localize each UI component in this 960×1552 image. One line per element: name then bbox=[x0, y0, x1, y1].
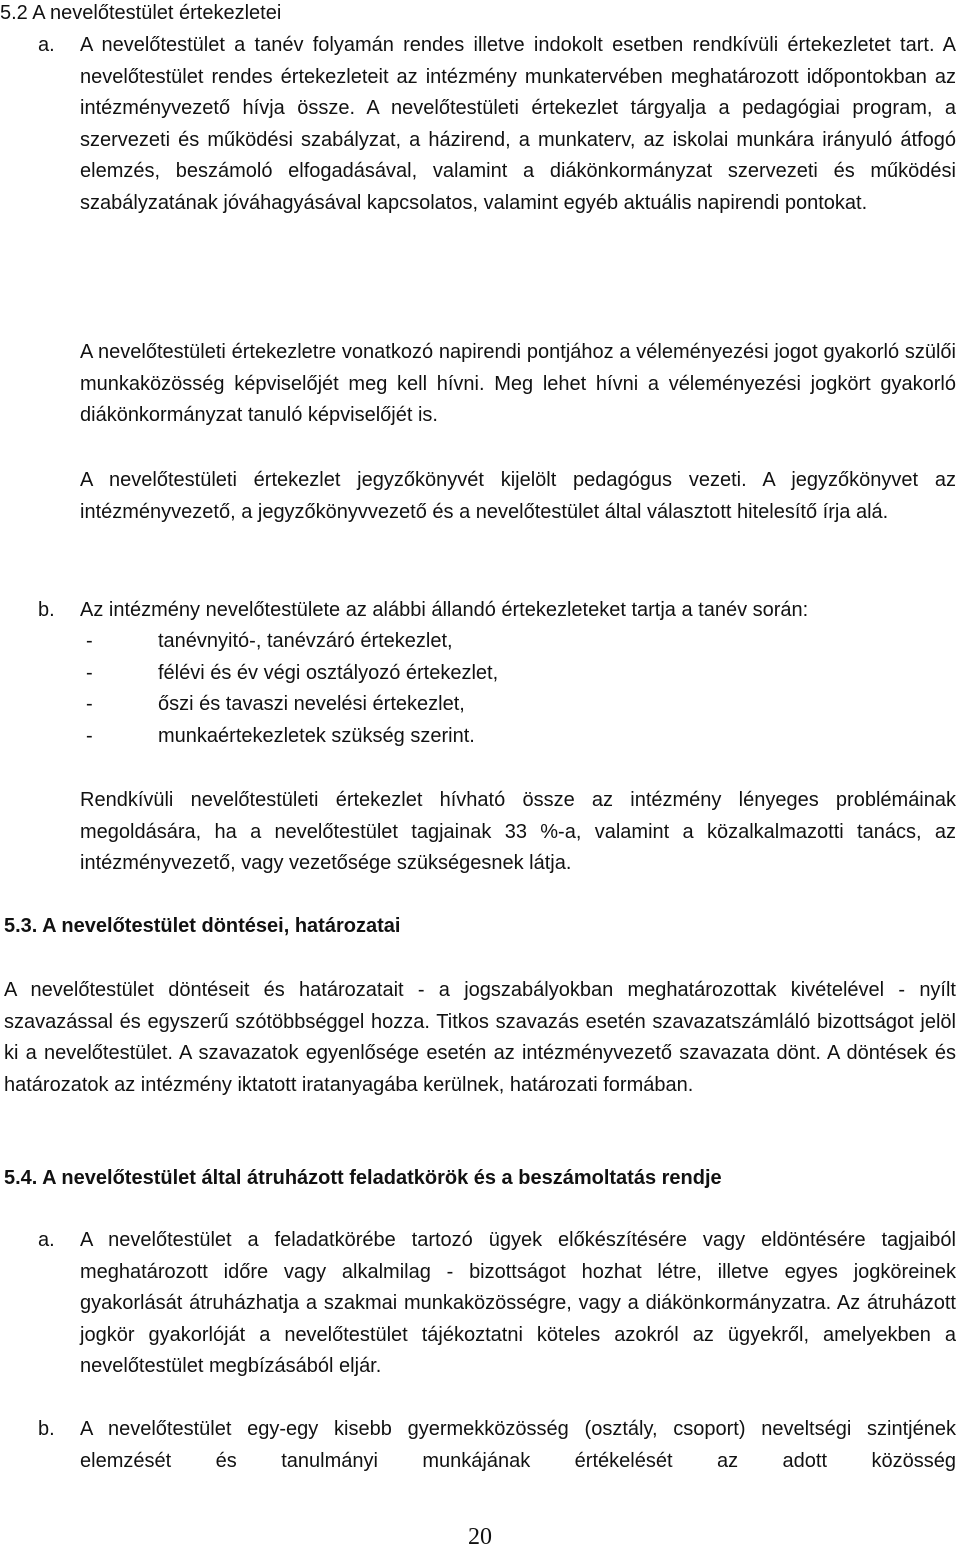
paragraph-community-evaluation: A nevelőtestület egy-egy kisebb gyermekközösség (osztály, csoport) neveltségi szintjének elemzését és tanulmányi munkájának értékelését az adott közösség bbox=[80, 1418, 956, 1472]
dash-bullet: - bbox=[86, 630, 93, 652]
list-marker-a: a. bbox=[38, 1229, 55, 1251]
section-heading-5-3: 5.3. A nevelőtestület döntései, határozatai bbox=[4, 915, 401, 937]
list-marker-a: a. bbox=[38, 34, 55, 56]
paragraph-invitation: A nevelőtestületi értekezletre vonatkozó napirendi pontjához a véleményezési jogot gyakorló szülői munkaközösség képviselőjét meg kell hívni. Meg lehet hívni a véleményezési jogkört gyakorló diákönkormányzat tanuló képviselőjét is. bbox=[80, 341, 956, 426]
list-item-text: őszi és tavaszi nevelési értekezlet, bbox=[158, 693, 465, 715]
paragraph-minutes: A nevelőtestületi értekezlet jegyzőkönyvét kijelölt pedagógus vezeti. A jegyzőkönyvet az intézményvezető, a jegyzőkönyvvezető és a nevelőtestület által választott hitelesítő írja alá. bbox=[80, 469, 956, 523]
list-item bbox=[80, 658, 498, 690]
list-item bbox=[80, 689, 498, 721]
paragraph-decisions: A nevelőtestület döntéseit és határozatait - a jogszabályokban meghatározottak kivételével - nyílt szavazással és egyszerű szótöbbséggel hozza. Titkos szavazás esetén szavazatszámláló bizottságot jelöl ki a nevelőtestület. A szavazatok egyenlősége esetén az intézményvezető szavazata dönt. A döntések és határozatok az intézmény iktatott iratanyagába kerülnek, határozati formában. bbox=[4, 979, 956, 1096]
list-item-text: tanévnyitó-, tanévzáró értekezlet, bbox=[158, 630, 453, 652]
list-item-text: félévi és év végi osztályozó értekezlet, bbox=[158, 661, 499, 684]
list-marker-b: b. bbox=[38, 599, 55, 621]
paragraph-delegated-powers: A nevelőtestület a feladatkörébe tartozó ügyek előkészítésére vagy eldöntésére tagjaiból meghatározott időre vagy alkalmilag - bizottságot hozhat létre, illetve egyes jogköreinek gyakorlását átruházhatja a szakmai munkaközösségre, vagy a diákönkormányzatra. Az átruházott jogkör gyakorlóját a nevelőtestület tájékoztatni köteles azokról az ügyekről, amelyekben a nevelőtestület megbízásából eljár. bbox=[80, 1229, 956, 1377]
dash-bullet: - bbox=[86, 661, 93, 684]
list-item bbox=[80, 626, 498, 658]
page-number: 20 bbox=[468, 1524, 492, 1550]
list-item-text: munkaértekezletek szükség szerint. bbox=[158, 724, 475, 747]
standing-meetings-list bbox=[80, 626, 498, 752]
dash-bullet: - bbox=[86, 693, 93, 715]
section-heading-5-2: 5.2 A nevelőtestület értekezletei bbox=[0, 2, 282, 24]
list-marker-b: b. bbox=[38, 1418, 55, 1440]
dash-bullet: - bbox=[86, 724, 93, 747]
paragraph-extraordinary-meeting: Rendkívüli nevelőtestületi értekezlet hívható össze az intézmény lényeges problémáinak megoldására, ha a nevelőtestület tagjainak 33 %-a, valamint a közalkalmazotti tanács, az intézményvezető, vagy vezetősége szükségesnek látja. bbox=[80, 789, 956, 874]
paragraph-regular-meetings: A nevelőtestület a tanév folyamán rendes illetve indokolt esetben rendkívüli értekezletet tart. A nevelőtestület rendes értekezleteit az intézmény munkatervében meghatározott időpontokban az intézményvezető hívja össze. A nevelőtestületi értekezlet tárgyalja a pedagógiai program, a szervezeti és működési szabályzat, a házirend, a munkaterv, az iskolai munkára irányuló átfogó elemzés, beszámoló elfogadásával, valamint a diákönkormányzat szervezeti és működési szabályzatának jóváhagyásával kapcsolatos, valamint egyéb aktuális napirendi pontokat. bbox=[80, 34, 956, 214]
paragraph-standing-meetings-intro: Az intézmény nevelőtestülete az alábbi állandó értekezleteket tartja a tanév során: bbox=[80, 599, 809, 621]
section-heading-5-4: 5.4. A nevelőtestület által átruházott feladatkörök és a beszámoltatás rendje bbox=[4, 1167, 722, 1189]
list-item bbox=[80, 721, 498, 753]
